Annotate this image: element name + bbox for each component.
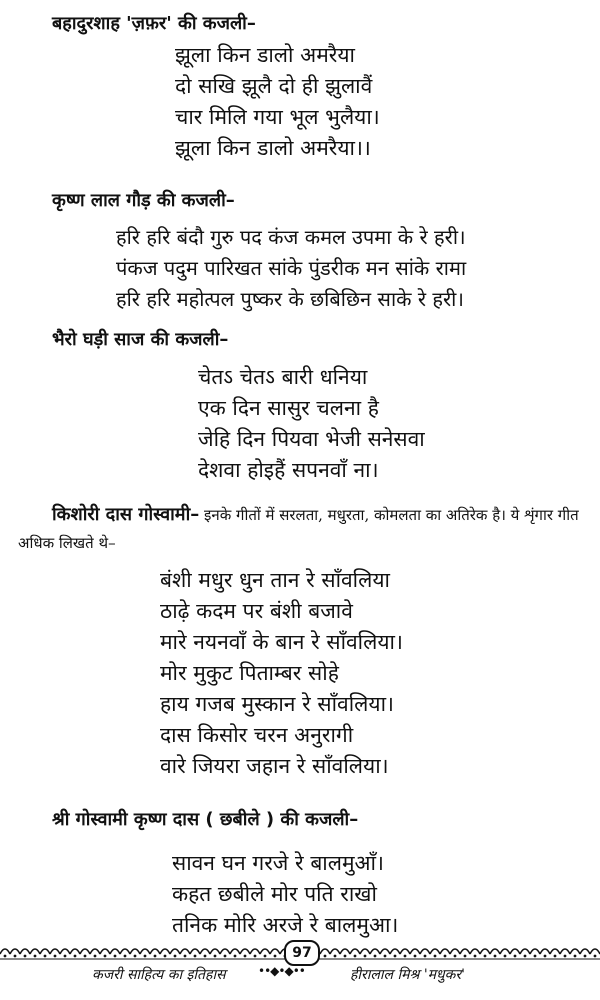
page-number: 97 <box>284 940 320 966</box>
footer-divider-icon: ••◆•◆•• <box>258 964 305 978</box>
section-heading: बहादुरशाह 'ज़फ़र' की कजली– <box>52 13 256 34</box>
section-heading: श्री गोस्वामी कृष्ण दास ( छबीले ) की कजली– <box>52 809 359 830</box>
verse-line: कहत छबीले मोर पति राखो <box>172 882 377 906</box>
verse-line: सावन घन गरजे रे बालमुआँ। <box>172 851 384 875</box>
verse-line: देशवा होइहैं सपनवाँ ना। <box>198 458 379 482</box>
verse-line: वारे जियरा जहान रे साँवलिया। <box>160 754 389 778</box>
verse-line: बंशी मधुर धुन तान रे साँवलिया <box>160 568 390 592</box>
verse-line: हरि हरि महोत्पल पुष्कर के छबिछिन साके रे हरी। <box>116 287 464 311</box>
verse-line: झूला किन डालो अमरैया <box>175 43 355 67</box>
section-heading: कृष्ण लाल गौड़ की कजली– <box>52 190 235 211</box>
footer-book-title: कजरी साहित्य का इतिहास <box>92 967 226 983</box>
verse-line: चार मिलि गया भूल भुलैया। <box>175 105 380 129</box>
verse-block <box>116 222 466 315</box>
verse-block <box>175 40 380 164</box>
verse-block <box>172 848 398 941</box>
verse-line: ठाढ़े कदम पर बंशी बजावे <box>160 599 353 623</box>
verse-line: दो सखि झूलै दो ही झुलावैं <box>175 74 373 98</box>
verse-line: पंकज पदुम पारिखत सांके पुंडरीक मन सांके रामा <box>116 256 467 280</box>
verse-line: दास किसोर चरन अनुरागी <box>160 723 354 747</box>
footer-author: हीरालाल मिश्र 'मधुकर' <box>350 967 465 983</box>
verse-line: मारे नयनवाँ के बान रे साँवलिया। <box>160 630 403 654</box>
verse-line: हरि हरि बंदौ गुरु पद कंज कमल उपमा के रे हरी। <box>116 225 466 249</box>
verse-line: हाय गजब मुस्कान रे साँवलिया। <box>160 692 394 716</box>
verse-line: तनिक मोरि अरजे रे बालमुआ। <box>172 913 399 937</box>
section-heading: किशोरी दास गोस्वामी– <box>52 504 200 525</box>
verse-line: मोर मुकुट पिताम्बर सोहे <box>160 661 339 685</box>
verse-block <box>198 362 425 486</box>
verse-line: झूला किन डालो अमरैया।। <box>175 136 371 160</box>
intro-paragraph <box>18 501 590 557</box>
verse-line: चेतऽ चेतऽ बारी धनिया <box>198 365 368 389</box>
verse-line: एक दिन सासुर चलना है <box>198 396 379 420</box>
section-heading: भैरो घड़ी साज की कजली– <box>52 329 229 350</box>
verse-block <box>160 565 403 782</box>
verse-line: जेहि दिन पियवा भेजी सनेसवा <box>198 427 425 451</box>
intro-text: इनके गीतों में सरलता, मधुरता, कोमलता का अतिरेक है। ये शृंगार गीत अधिक लिखते थे– <box>18 506 579 552</box>
